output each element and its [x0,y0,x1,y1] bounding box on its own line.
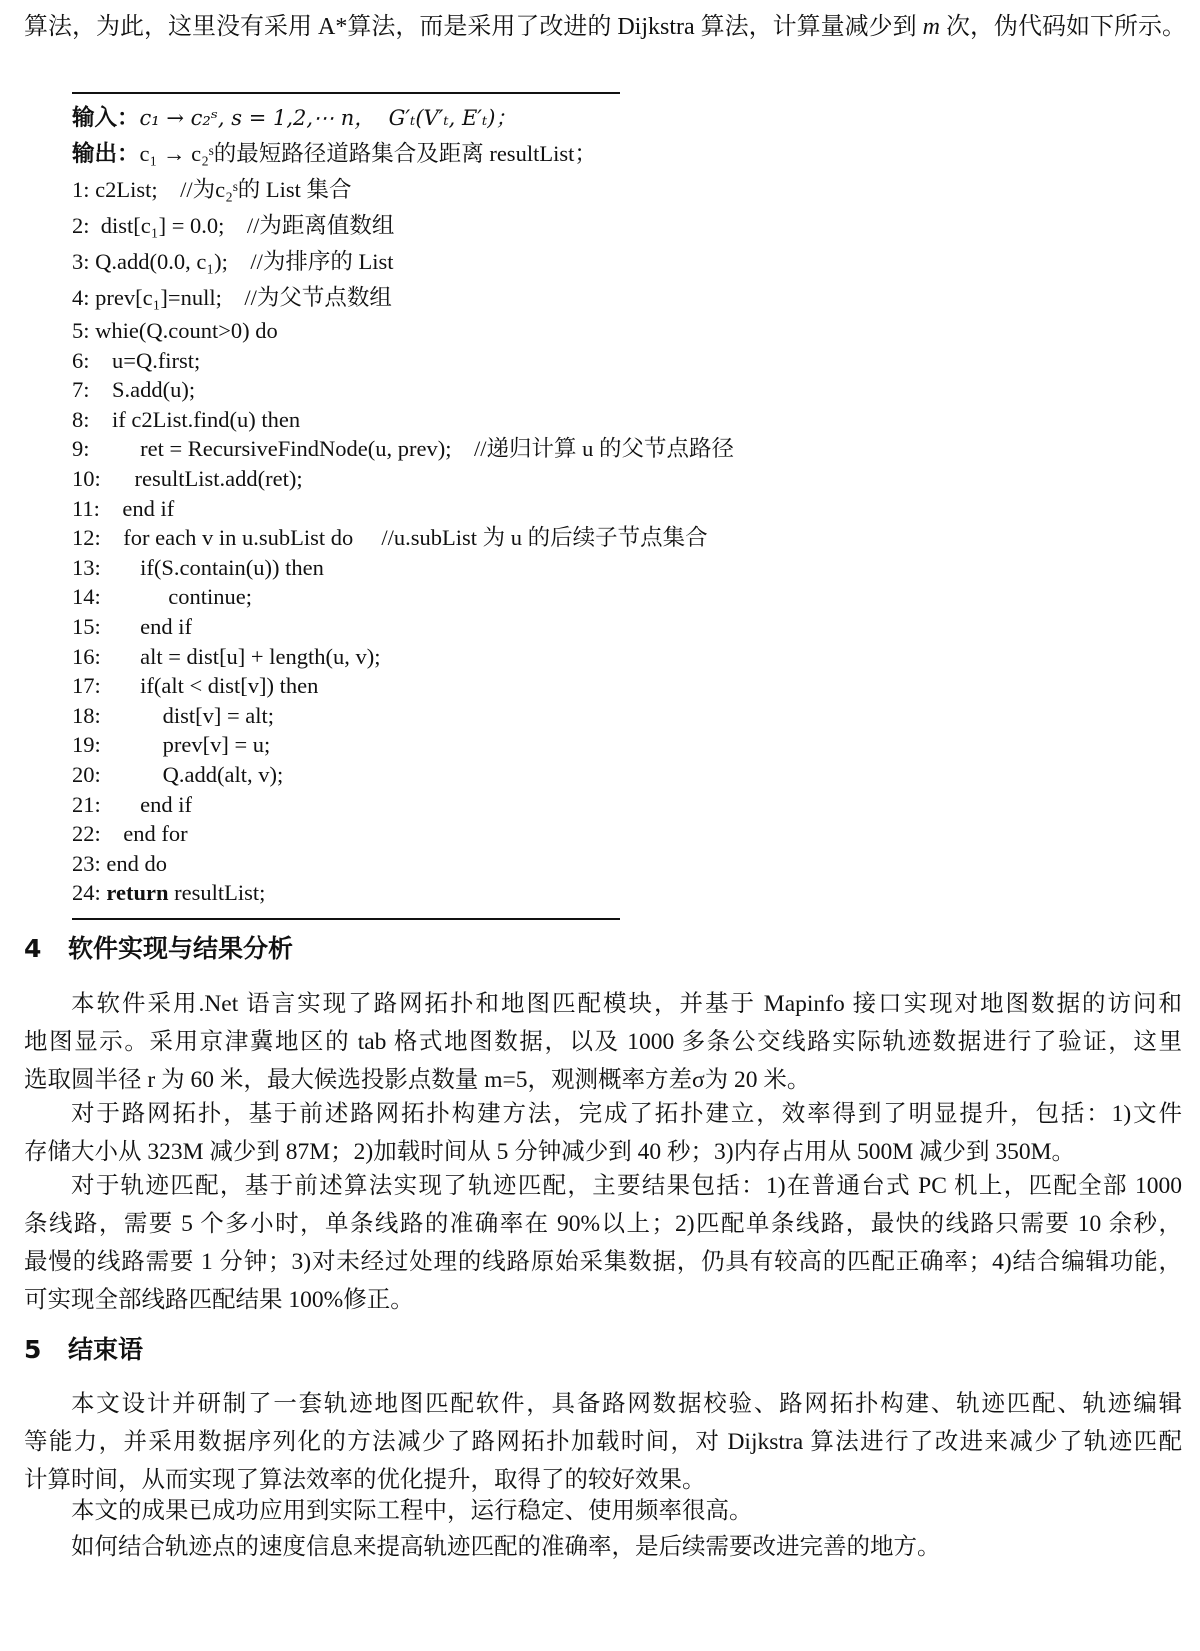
section-4-number: 4 [24,934,42,963]
algorithm-line: 16: alt = dist[u] + length(u, v); [72,643,381,669]
algorithm-line-24-prefix: 24: [72,880,107,906]
algorithm-line: 12: for each v in u.subList do //u.subList 为 u 的后续子节点集合 [72,525,708,551]
algorithm-input-label: 输入： [72,105,140,130]
algorithm-line-24 [72,878,620,908]
section-4-p3-line: 条线路，需要 5 个多小时，单条线路的准确率在 90%以上；2)匹配单条线路，最快的线路只需要 10 余秒， [24,1211,1182,1237]
algorithm-output-label: 输出： [72,141,140,166]
algorithm-line: 3: Q.add(0.0, c₁); //为排序的 List [72,249,394,274]
algorithm-line: 10: resultList.add(ret); [72,465,303,491]
algorithm-line: 7: S.add(u); [72,377,196,403]
algorithm-line: 17: if(alt < dist[v]) then [72,673,319,699]
algorithm-line: 13: if(S.contain(u)) then [72,554,324,580]
algorithm-line: 1: c2List; //为c₂ˢ的 List 集合 [72,177,352,202]
algorithm-line: 4: prev[c₁]=null; //为父节点数组 [72,285,392,310]
section-5-p2-line: 本文的成果已成功应用到实际工程中，运行稳定、使用频率很高。 [71,1498,753,1524]
algorithm-line: 19: prev[v] = u; [72,732,271,758]
algorithm-line: 22: end for [72,821,188,847]
intro-paragraph [24,10,1184,44]
algorithm-return-keyword: return [106,880,169,906]
section-4-paragraph-2 [24,1095,1182,1171]
section-5-paragraph-2 [24,1492,1182,1530]
section-4-paragraph-1 [24,985,1182,1099]
algorithm-line: 15: end if [72,613,192,639]
algorithm-lines [72,172,734,878]
section-4-paragraph-3 [24,1167,1182,1319]
section-5-paragraph-1 [24,1385,1182,1499]
section-5-p1-line: 计算时间，从而实现了算法效率的优化提升，取得了的较好效果。 [24,1467,706,1493]
section-4-heading [24,932,293,966]
algorithm-line: 8: if c2List.find(u) then [72,406,301,432]
algorithm-line: 2: dist[c₁] = 0.0; //为距离值数组 [72,213,395,238]
algorithm-line: 21: end if [72,791,192,817]
algorithm-output-text: c₁ → c₂ˢ的最短路径道路集合及距离 resultList； [139,141,597,166]
section-5-p3-line: 如何结合轨迹点的速度信息来提高轨迹匹配的准确率，是后续需要改进完善的地方。 [71,1534,941,1560]
algorithm-line-24-suffix: resultList; [168,880,266,906]
intro-text-a: 算法，为此，这里没有采用 A*算法，而是采用了改进的 Dijkstra 算法，计算量减少到 [24,14,923,40]
section-4-p1-line: 选取圆半径 r 为 60 米，最大候选投影点数量 m=5，观测概率方差σ为 20 米。 [24,1067,811,1093]
section-4-p3-line: 最慢的线路需要 1 分钟；3)对未经过处理的线路原始采集数据，仍具有较高的匹配正确率；4)结合编辑功能， [24,1249,1182,1275]
section-5-title: 结束语 [68,1335,144,1364]
section-4-p2-line: 存储大小从 323M 减少到 87M；2)加载时间从 5 分钟减少到 40 秒；3)内存占用从 500M 减少到 350M。 [24,1139,1075,1165]
section-4-title: 软件实现与结果分析 [68,934,294,963]
algorithm-output-line [72,136,620,172]
algorithm-bottom-rule [72,918,620,920]
intro-math-m: m [922,14,940,40]
algorithm-line: 14: continue; [72,584,252,610]
algorithm-line: 6: u=Q.first; [72,347,201,373]
section-4-p2-line: 对于路网拓扑，基于前述路网拓扑构建方法，完成了拓扑建立，效率得到了明显提升，包括：1)文件 [71,1101,1182,1127]
section-5-number: 5 [24,1335,42,1364]
section-5-p1-line: 本文设计并研制了一套轨迹地图匹配软件，具备路网数据校验、路网拓扑构建、轨迹匹配、轨迹编辑 [71,1391,1182,1417]
algorithm-input-text: c₁ → c₂ˢ, s = 1,2,⋯ n， G′ₜ(V′ₜ, E′ₜ)； [139,106,517,130]
algorithm-line: 9: ret = RecursiveFindNode(u, prev); //递归计算 u 的父节点路径 [72,436,734,462]
section-4-p1-line: 地图显示。采用京津冀地区的 tab 格式地图数据，以及 1000 多条公交线路实际轨迹数据进行了验证，这里 [24,1029,1182,1055]
algorithm-top-rule [72,92,620,94]
algorithm-line: 11: end if [72,495,175,521]
algorithm-line: 18: dist[v] = alt; [72,702,275,728]
section-5-heading [24,1333,143,1367]
intro-text-b: 次，伪代码如下所示。 [940,14,1186,40]
section-4-p3-line: 可实现全部线路匹配结果 100%修正。 [24,1287,414,1313]
section-4-p1-line: 本软件采用.Net 语言实现了路网拓扑和地图匹配模块，并基于 Mapinfo 接口实现对地图数据的访问和 [71,991,1182,1017]
algorithm-input-line [72,100,620,136]
section-4-p3-line: 对于轨迹匹配，基于前述算法实现了轨迹匹配，主要结果包括：1)在普通台式 PC 机上，匹配全部 1000 [71,1173,1182,1199]
section-5-p1-line: 等能力，并采用数据序列化的方法减少了路网拓扑加载时间，对 Dijkstra 算法进行了改进来减少了轨迹匹配 [24,1429,1182,1455]
algorithm-line: 20: Q.add(alt, v); [72,761,284,787]
section-5-paragraph-3 [24,1528,1182,1566]
algorithm-line: 5: whie(Q.count>0) do [72,318,278,343]
algorithm-block [72,92,734,920]
algorithm-line: 23: end do [72,850,167,876]
